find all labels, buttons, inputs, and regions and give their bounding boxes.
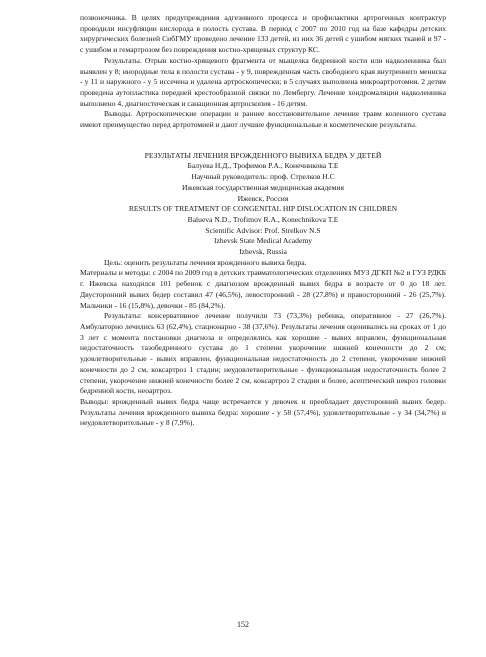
methods-paragraph: Материалы и методы: с 2004 по 2009 год в детских травматологических отделениях МУЗ ДГКП №2 и ГУЗ РДКБ г. Ижевска находился 101 ребенок с диагнозом врожденный вывих бедра в возрасте от 0 до 18 лет. Двусторонний вывих бедер составил 47 (46,5%), левосторонний - 28 (27,8%) и правосторонний - 26 (25,7%). Мальчики - 16 (15,8%), девочки - 85 (84,2%). <box>80 268 446 310</box>
authors-en: Balueva N.D., Trofimov R.A., Konechnikova T.E <box>187 214 339 224</box>
prev-paragraph-results: Результаты. Отрыв костно-хрящевого фрагмента от мыщелка бедренной кости или надколенника был выявлен у 8; инородные тела в полости сустава - у 9, поврежденная часть свободного края внутреннего мениска - у 11 и наружного - у 5 иссечена и удалена артроскопически; в 5 случаях выполнена микроартротомия. 2 детям проведена аутопластика передней крестообразной связки по Лембергу. Лечение хондромаляции надколенника выполнено 4, диагностическая и санационная артроскопия - 16 детям. <box>80 55 446 108</box>
article-title-en: RESULTS OF TREATMENT OF CONGENITAL HIP DISLOCATION IN CHILDREN <box>128 204 398 214</box>
prev-paragraph-1: позвоночника. В целях предупреждения адгезивного процесса и профилактики артрогенных контрактур проводили инсуфляции кислорода в полость сустава. В период с 2007 по 2010 год на базе кафедры детских хирургических болезней СибГМУ проведено лечение 133 детей, из них 36 детей с ушибом мягких тканей и 97 - с ушибом и гемартрозом без повреждения костно-хрящевых структур КС. <box>80 13 446 55</box>
document-page <box>80 13 446 429</box>
page-number: 152 <box>237 620 249 629</box>
section-gap <box>80 131 446 151</box>
organization-ru: Ижевская государственная медицинская академия <box>181 182 345 192</box>
article-title-ru: РЕЗУЛЬТАТЫ ЛЕЧЕНИЯ ВРОЖДЕННОГО ВЫВИХА БЕДРА У ДЕТЕЙ <box>144 150 382 160</box>
advisor-en: Scientific Advisor: Prof. Strelkov N.S <box>205 225 321 235</box>
advisor-ru: Научный руководитель: проф. Стрелков Н.С <box>191 172 335 182</box>
authors-ru: Балуева Н.Д., Трофимов Р.А., Конечникова Т.Е <box>187 161 339 171</box>
city-ru: Ижевск, Россия <box>237 193 289 203</box>
aim-paragraph: Цель: оценить результаты лечения врожденного вывиха бедра. <box>104 257 307 267</box>
conclusions-paragraph: Выводы: врожденный вывих бедра чаще встречается у девочек и преобладает двусторонний вывих бедер. Результаты лечения врожденного вывиха бедра: хорошие - у 58 (57,4%), удовлетворительные - у 34 (34,7%) и неудовлетворительные - у 8 (7,9%). <box>80 396 446 428</box>
organization-en: Izhevsk State Medical Academy <box>213 236 313 246</box>
prev-paragraph-conclusions: Выводы. Артроскопические операции и раннее восстановительное лечение травм коленного сустава имеют преимущество перед артротомией и дают лучшие функциональные и косметические результаты. <box>80 109 446 130</box>
results-paragraph: Результаты: консервативное лечение получили 73 (73,3%) ребенка, оперативное - 27 (26,7%). Амбулаторно лечились 63 (62,4%), стационарно - 38 (37,6%). Результаты лечения оценивались на сроках от 1 до 3 лет с момента постановки диагноза и определялись как хорошие - вывих вправлен, функциональная недостаточность тазобедренного сустава до 1 степени укорочение нижней конечности до 2 см; удовлетворительные - вывих вправлен, функциональная недостаточность до 2 степени, укорочение нижней конечности до 2 см, коксартроз 1 стадии; неудовлетворительные - функциональная недостаточность более 2 степени, укорочение нижней конечности более 2 см, коксартроз 2 стадии и более, асептический некроз головки бедренной кости, неоартроз. <box>80 311 446 396</box>
city-en: Izhevsk, Russia <box>239 247 287 257</box>
